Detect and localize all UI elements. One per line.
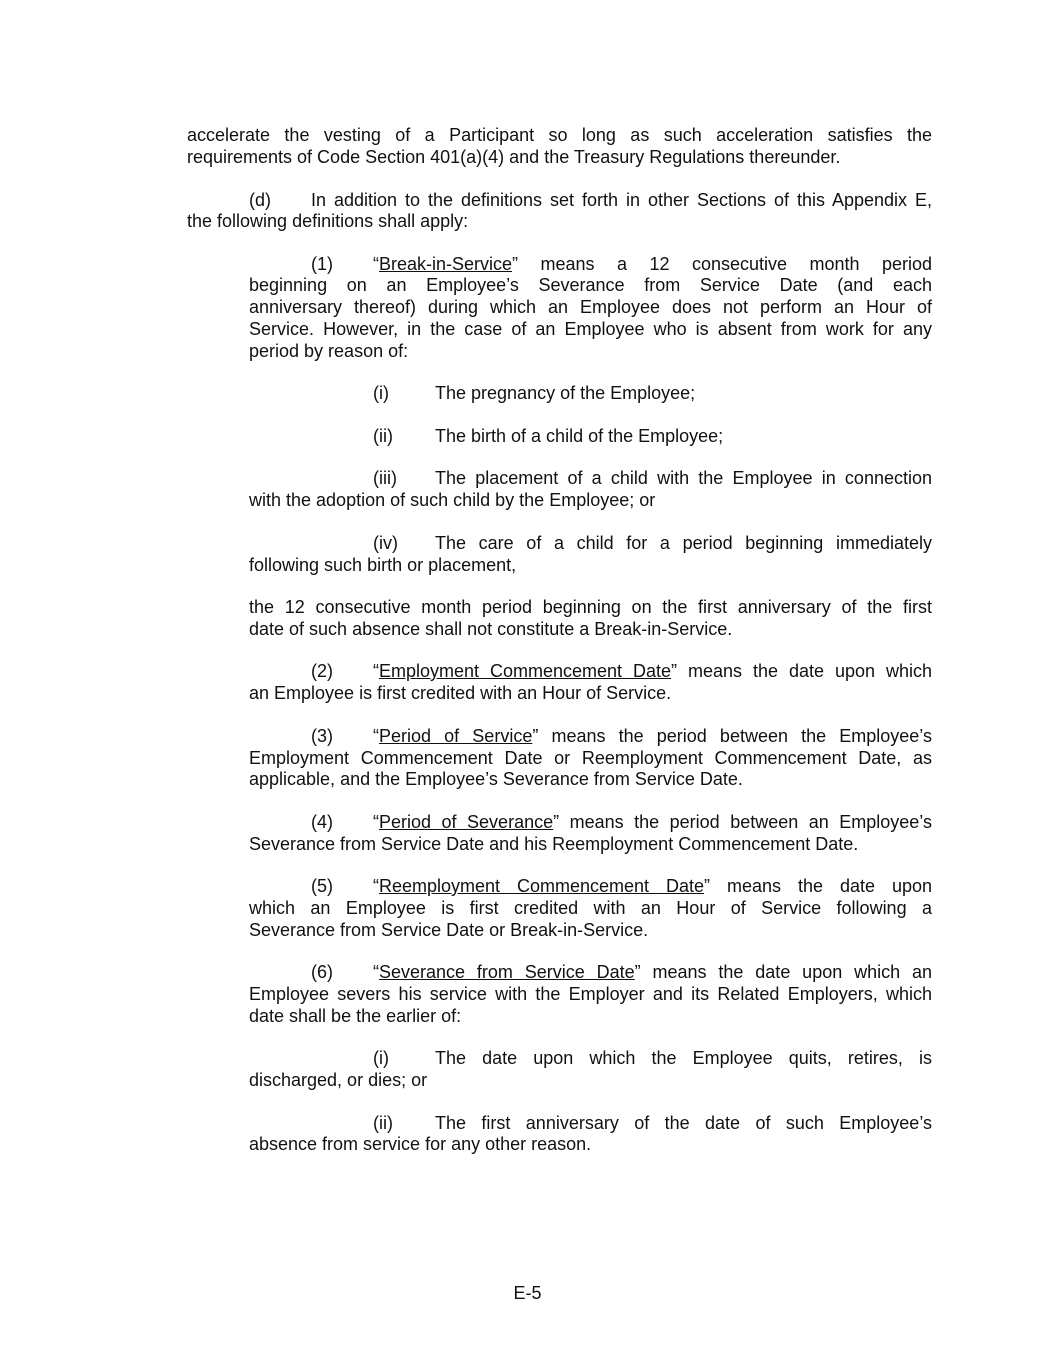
def1-line-2: beginning on an Employee’s Severance from Service Date (and each xyxy=(249,275,932,295)
def1-first-rest: ” means a 12 consecutive month period xyxy=(512,254,932,274)
open-quote: “ xyxy=(373,876,379,896)
sub6-ii-line-1: The first anniversary of the date of such Employee’s xyxy=(435,1113,932,1133)
def5-line-3: Severance from Service Date or Break-in-Service. xyxy=(249,920,649,940)
d-line-1: In addition to the definitions set forth in other Sections of this Appendix E, xyxy=(311,190,932,210)
def2-line-2: an Employee is first credited with an Hour of Service. xyxy=(249,683,672,703)
sub6-i-label: (i) xyxy=(373,1048,389,1068)
sub-iii-label: (iii) xyxy=(373,468,397,488)
def6-label: (6) xyxy=(311,962,333,982)
def1-label: (1) xyxy=(311,254,333,274)
def3-line-3: applicable, and the Employee’s Severance from Service Date. xyxy=(249,769,743,789)
def5-line-2: which an Employee is first credited with an Hour of Service following a xyxy=(249,898,932,918)
def3-label: (3) xyxy=(311,726,333,746)
intro-line-1: accelerate the vesting of a Participant so long as such acceleration satisfies the xyxy=(187,125,932,145)
sub-ii-text: The birth of a child of the Employee; xyxy=(435,426,724,446)
def5-term: Reemployment Commencement Date xyxy=(379,876,705,896)
def3-term: Period of Service xyxy=(379,726,533,746)
def1-line-4: Service. However, in the case of an Employee who is absent from work for any xyxy=(249,319,932,339)
def6-line-3: date shall be the earlier of: xyxy=(249,1006,462,1026)
def6-term: Severance from Service Date xyxy=(379,962,635,982)
def2-label: (2) xyxy=(311,661,333,681)
def4-term: Period of Severance xyxy=(379,812,554,832)
sub-ii-label: (ii) xyxy=(373,426,393,446)
sub6-i-line-1: The date upon which the Employee quits, retires, is xyxy=(435,1048,932,1068)
sub6-i-line-2: discharged, or dies; or xyxy=(249,1070,428,1090)
def1-line-5: period by reason of: xyxy=(249,341,409,361)
def1-term: Break-in-Service xyxy=(379,254,513,274)
sub-i-text: The pregnancy of the Employee; xyxy=(435,383,696,403)
sub6-ii-label: (ii) xyxy=(373,1113,393,1133)
def1-line-3: anniversary thereof) during which an Employee does not perform an Hour of xyxy=(249,297,932,317)
def5-label: (5) xyxy=(311,876,333,896)
tail-line-2: date of such absence shall not constitute a Break-in-Service. xyxy=(249,619,733,639)
def6-first-rest: ” means the date upon which an xyxy=(634,962,932,982)
def2-term: Employment Commencement Date xyxy=(379,661,672,681)
d-label: (d) xyxy=(249,190,271,210)
def1-first-line xyxy=(373,254,932,276)
def6-line-2: Employee severs his service with the Employer and its Related Employers, which xyxy=(249,984,932,1004)
def2-first-rest: ” means the date upon which xyxy=(671,661,933,681)
sub-iv-line-1: The care of a child for a period beginning immediately xyxy=(435,533,932,553)
sub-iii-line-1: The placement of a child with the Employee in connection xyxy=(435,468,932,488)
sub-iv-line-2: following such birth or placement, xyxy=(249,555,517,575)
open-quote: “ xyxy=(373,962,379,982)
sub-iv-label: (iv) xyxy=(373,533,398,553)
sub-iii-line-2: with the adoption of such child by the Employee; or xyxy=(249,490,656,510)
def5-first-line xyxy=(373,876,932,898)
open-quote: “ xyxy=(373,254,379,274)
def4-first-line xyxy=(373,812,932,834)
def3-first-rest: ” means the period between the Employee’s xyxy=(532,726,932,746)
open-quote: “ xyxy=(373,726,379,746)
def4-line-2: Severance from Service Date and his Reemployment Commencement Date. xyxy=(249,834,859,854)
def3-first-line xyxy=(373,726,932,748)
d-line-2: the following definitions shall apply: xyxy=(187,211,469,231)
page-number: E-5 xyxy=(513,1283,542,1303)
sub-i-label: (i) xyxy=(373,383,389,403)
def2-first-line xyxy=(373,661,932,683)
sub6-ii-line-2: absence from service for any other reason. xyxy=(249,1134,592,1154)
open-quote: “ xyxy=(373,661,379,681)
def6-first-line xyxy=(373,962,932,984)
def4-label: (4) xyxy=(311,812,333,832)
def5-first-rest: ” means the date upon xyxy=(704,876,933,896)
tail-line-1: the 12 consecutive month period beginning on the first anniversary of the first xyxy=(249,597,932,617)
def4-first-rest: ” means the period between an Employee’s xyxy=(553,812,932,832)
def3-line-2: Employment Commencement Date or Reemployment Commencement Date, as xyxy=(249,748,932,768)
open-quote: “ xyxy=(373,812,379,832)
intro-line-2: requirements of Code Section 401(a)(4) and the Treasury Regulations thereunder. xyxy=(187,147,841,167)
